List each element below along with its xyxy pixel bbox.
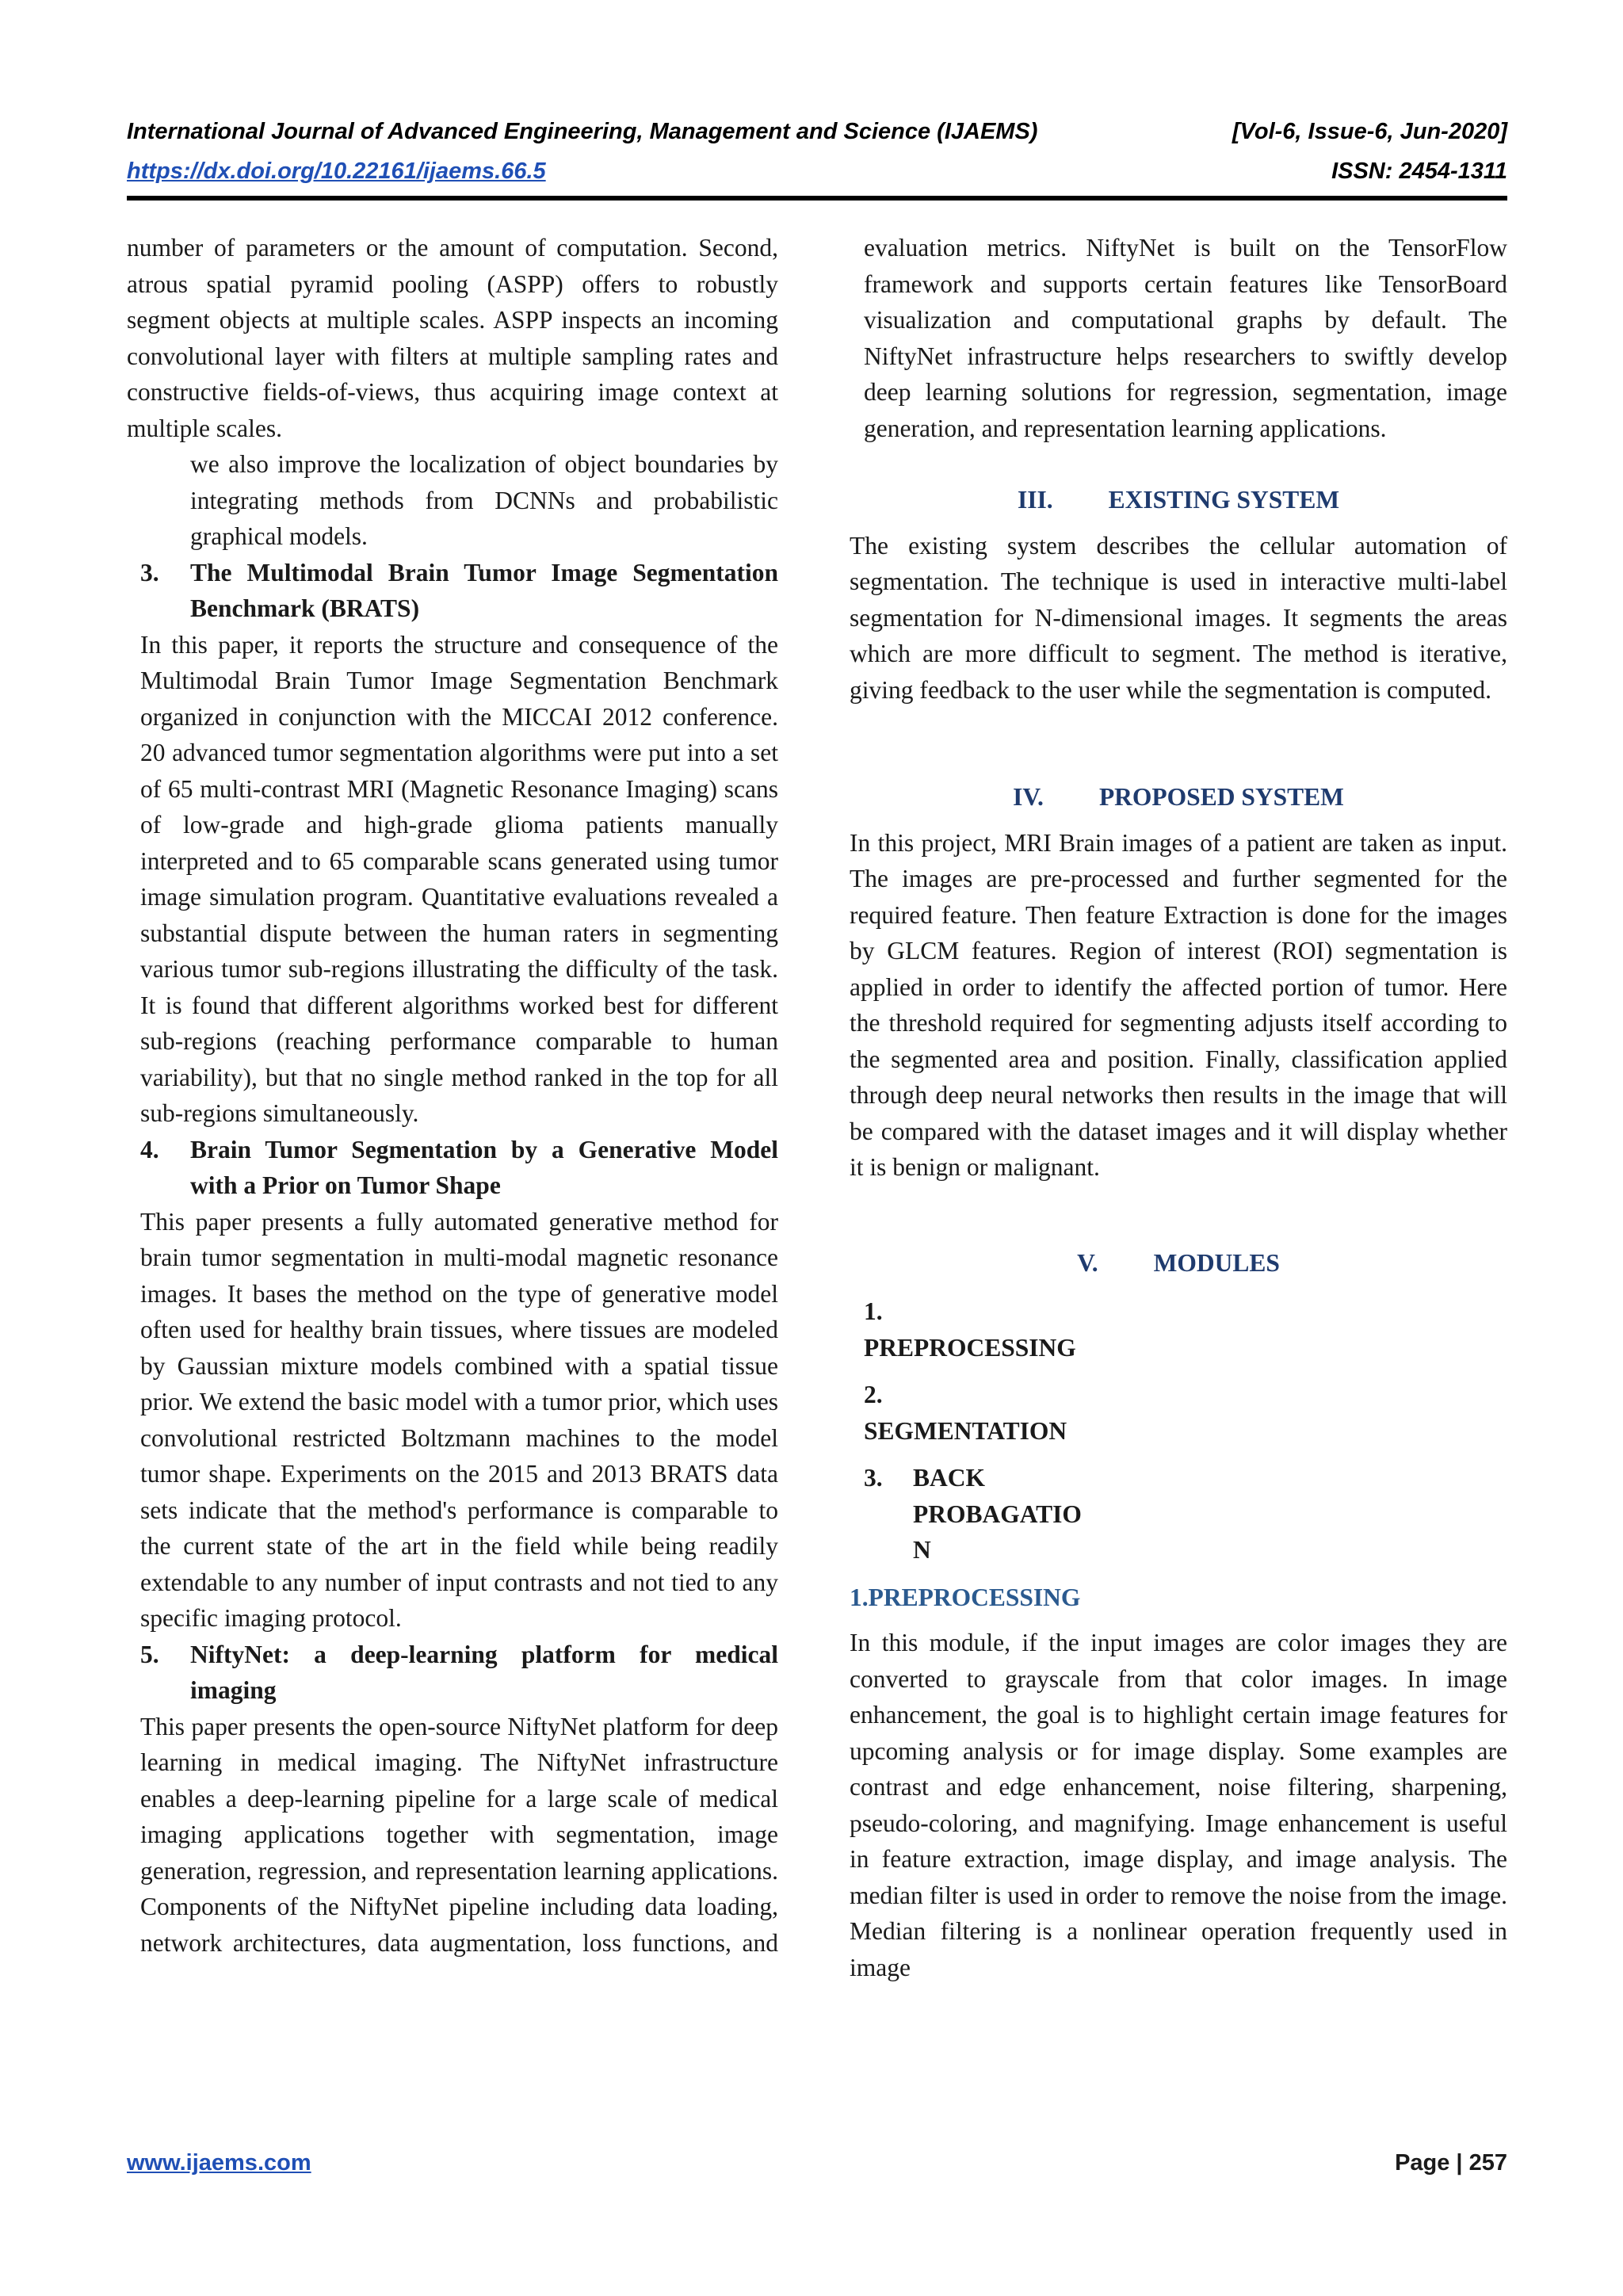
section-title: PROPOSED SYSTEM bbox=[1098, 783, 1344, 811]
section-number: V. bbox=[1077, 1248, 1098, 1277]
paragraph: The existing system describes the cellular automation of segmentation. The technique is used in interactive multi-label segmentation for N-dimensional images. It segments the areas which are more difficult to segment. The method is iterative, giving feedback to the user while the segmentation is computed. bbox=[850, 531, 1507, 704]
website-link[interactable]: www.ijaems.com bbox=[127, 2150, 311, 2176]
paragraph: This paper presents a fully automated generative method for brain tumor segmentation in multi-modal magnetic resonance images. It bases the method on the type of generative model often used for healthy brain tissues, where tissues are modeled by Gaussian mixture models combined with a spatial tissue prior. We extend the basic model with a tumor prior, which uses convolutional restricted Boltzmann machines to the model tumor shape. Experiments on the 2015 and 2013 BRATS data sets indicate that the method's performance is comparable to the current state of the art in the field while being readily extendable to any number of input contrasts and not tied to any specific imaging protocol. bbox=[140, 1207, 778, 1632]
subsection-heading-preprocessing: 1.PREPROCESSING bbox=[850, 1583, 1081, 1611]
paragraph: we also improve the localization of object boundaries by integrating methods from DCNNs and probabilistic graphical models. bbox=[190, 450, 778, 550]
item-title: NiftyNet: a deep-learning platform for medical imaging bbox=[190, 1640, 778, 1704]
section-title: MODULES bbox=[1153, 1248, 1280, 1277]
item-title: The Multimodal Brain Tumor Image Segmentation Benchmark (BRATS) bbox=[190, 558, 778, 622]
list-item bbox=[864, 1460, 1507, 1568]
paragraph: In this module, if the input images are color images they are converted to grayscale from that color images. In image enhancement, the goal is to highlight certain image features for upcoming analysis or for image display. Some examples are contrast and edge enhancement, noise filtering, sharpening, pseudo-coloring, and magnifying. Image enhancement is useful in feature extraction, image display, and image analysis. The median filter is used in order to remove the noise from the image. Median filtering is a nonlinear operation frequently used in image bbox=[850, 1629, 1507, 1981]
section-title: EXISTING SYSTEM bbox=[1108, 486, 1340, 514]
modules-list bbox=[850, 1293, 1507, 1568]
section-number: III. bbox=[1017, 486, 1053, 514]
reference-heading-5 bbox=[127, 1637, 778, 1709]
item-number: 2. bbox=[864, 1381, 883, 1408]
list-item bbox=[864, 1377, 1507, 1449]
running-header bbox=[127, 116, 1507, 147]
item-label-line: BACK bbox=[913, 1464, 986, 1492]
page-footer bbox=[127, 2150, 1507, 2176]
item-label-line: PROBAGATIO bbox=[913, 1499, 1082, 1528]
item-number: 4. bbox=[140, 1135, 159, 1163]
page-number: Page | 257 bbox=[1395, 2150, 1507, 2176]
paragraph: This paper presents the open-source NiftyNet platform for deep learning in medical imaging. The NiftyNet infrastructure enables a deep-learning pipeline for a large scale of medical imaging applications together with segmentation, image generation, regression, and representation learning applications. Components of the NiftyNet pipeline including data loading, network architectures, data augmentation, loss functions, and bbox=[140, 1712, 778, 1957]
item-label bbox=[913, 1460, 1082, 1568]
item-title: Brain Tumor Segmentation by a Generative Model with a Prior on Tumor Shape bbox=[190, 1135, 778, 1199]
paragraph: In this project, MRI Brain images of a patient are taken as input. The images are pre-processed and further segmented for the required feature. Then feature Extraction is done for the images by GLCM features. Region of interest (ROI) segmentation is applied in order to identify the affected portion of tumor. Here the threshold required for segmenting adjusts itself according to the segmented area and position. Finally, classification applied through deep neural networks then results in the image that will be compared with the dataset images and it will display whether it is benign or malignant. bbox=[850, 828, 1507, 1181]
section-heading-proposed-system bbox=[850, 779, 1507, 816]
item-label-line: N bbox=[913, 1536, 931, 1564]
doi-link[interactable]: https://dx.doi.org/10.22161/ijaems.66.5 bbox=[127, 159, 546, 184]
paragraph: number of parameters or the amount of computation. Second, atrous spatial pyramid pooling (ASPP) offers to robustly segment objects at multiple scales. ASPP inspects an incoming convolutional layer with filters at multiple sampling rates and constructive fields-of-views, thus acquiring image context at multiple scales. bbox=[127, 234, 778, 442]
reference-heading-3 bbox=[127, 555, 778, 627]
item-number: 5. bbox=[140, 1640, 159, 1668]
item-number: 1. bbox=[864, 1297, 883, 1325]
right-column bbox=[850, 230, 1507, 1985]
item-label: PREPROCESSING bbox=[864, 1333, 1076, 1362]
journal-title: International Journal of Advanced Engineering, Management and Science (IJAEMS) bbox=[127, 119, 1038, 144]
section-number: IV. bbox=[1013, 783, 1044, 811]
reference-heading-4 bbox=[127, 1132, 778, 1204]
list-item bbox=[864, 1293, 1507, 1366]
section-heading-modules bbox=[850, 1245, 1507, 1282]
item-label: SEGMENTATION bbox=[864, 1416, 1067, 1445]
volume-issue: [Vol-6, Issue-6, Jun-2020] bbox=[1232, 119, 1507, 144]
section-heading-existing-system bbox=[850, 482, 1507, 518]
left-column bbox=[127, 230, 778, 1961]
header-rule bbox=[127, 196, 1507, 201]
item-number: 3. bbox=[864, 1464, 883, 1492]
paragraph: In this paper, it reports the structure and consequence of the Multimodal Brain Tumor Image Segmentation Benchmark organized in conjunction with the MICCAI 2012 conference. 20 advanced tumor segmentation algorithms were put into a set of 65 multi-contrast MRI (Magnetic Resonance Imaging) scans of low-grade and high-grade glioma patients manually interpreted and to 65 comparable scans generated using tumor image simulation program. Quantitative evaluations revealed a substantial dispute between the human raters in segmenting various tumor sub-regions illustrating the difficulty of the task. It is found that different algorithms worked best for different sub-regions (reaching performance comparable to human variability), but that no single method ranked in the top for all sub-regions simultaneously. bbox=[140, 630, 778, 1127]
item-number: 3. bbox=[140, 558, 159, 586]
issn: ISSN: 2454-1311 bbox=[1331, 159, 1507, 184]
paragraph: evaluation metrics. NiftyNet is built on the TensorFlow framework and supports certain features like TensorBoard visualization and computational graphs by default. The NiftyNet infrastructure helps researchers to swiftly develop deep learning solutions for regression, segmentation, image generation, and representation learning applications. bbox=[864, 234, 1507, 442]
running-header-line2 bbox=[127, 155, 1507, 187]
